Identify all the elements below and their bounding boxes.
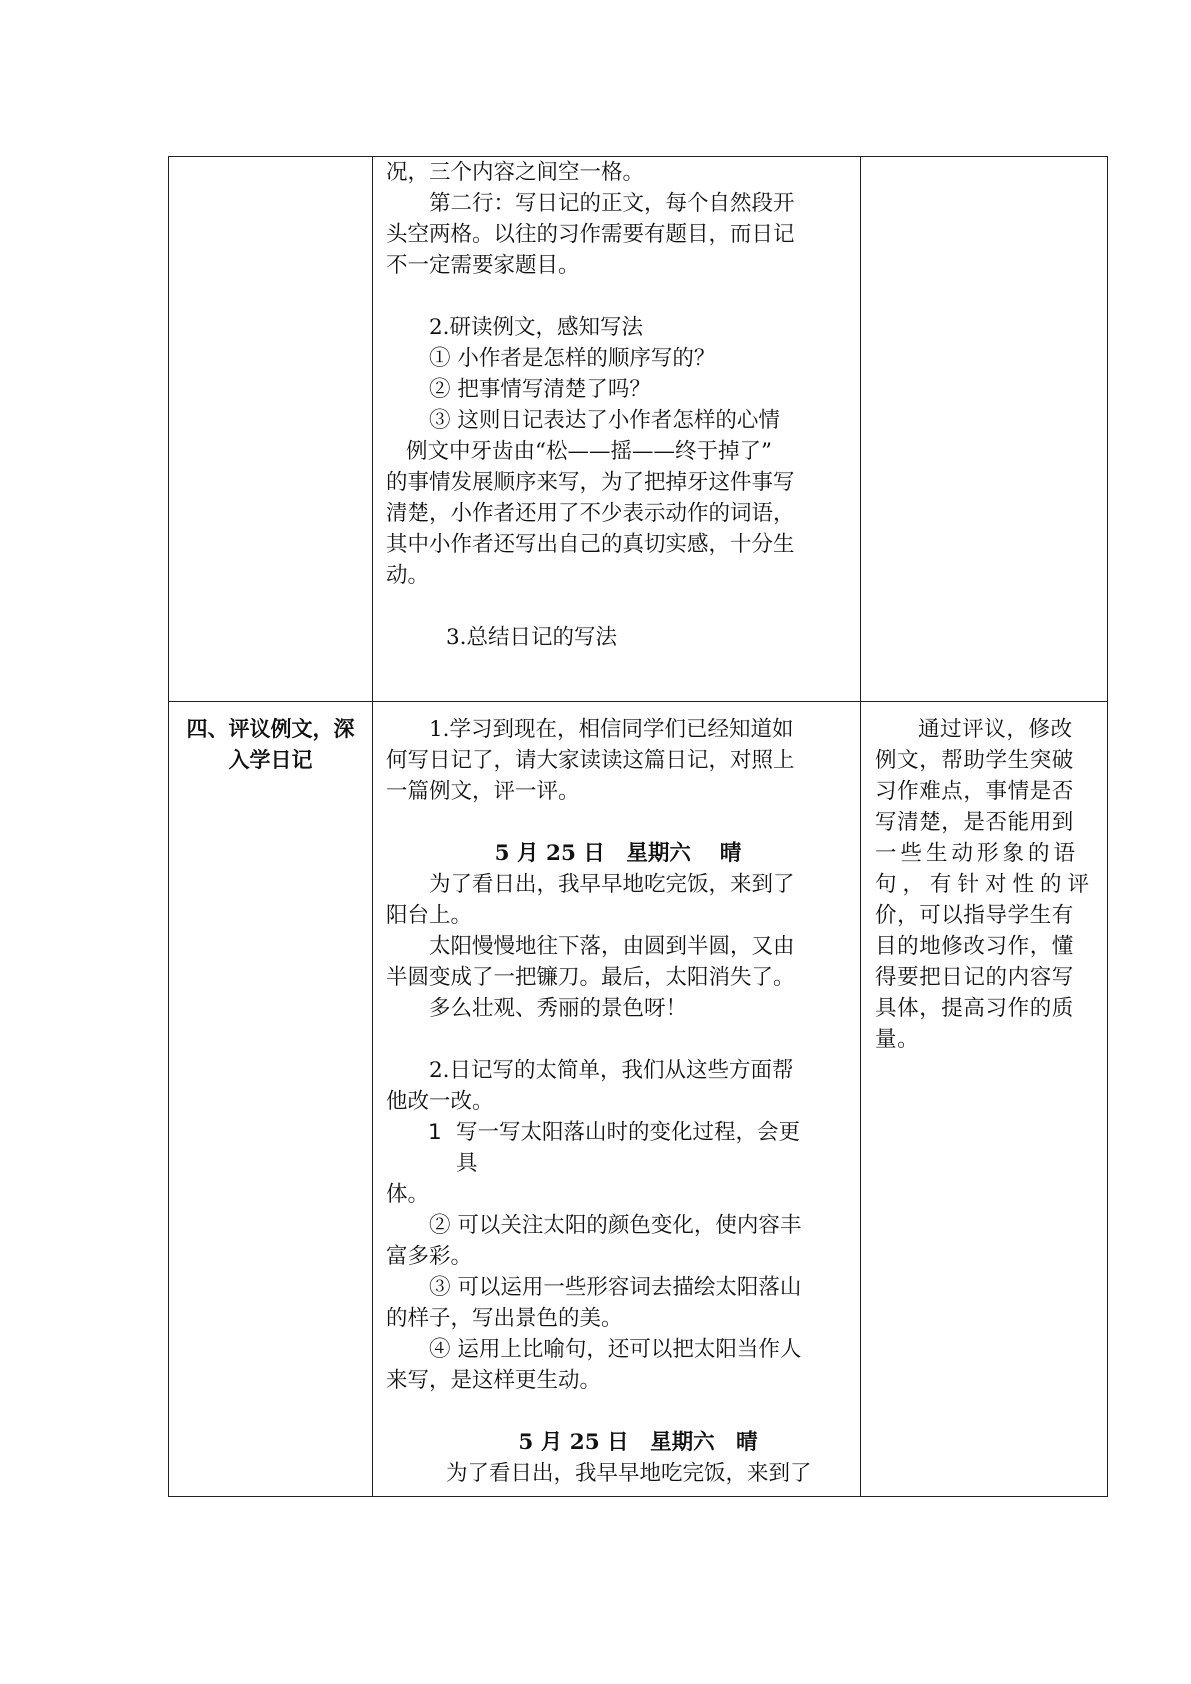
text-line: 1.学习到现在，相信同学们已经知道如 xyxy=(429,717,794,742)
text-line: 富多彩。 xyxy=(386,1244,473,1269)
table-row xyxy=(169,702,1108,1497)
section-cell xyxy=(169,157,373,702)
text-line: 量。 xyxy=(875,1027,920,1052)
text-line: 头空两格。以往的习作需要有题目，而日记 xyxy=(386,222,795,247)
text-line: ④ 运用上比喻句，还可以把太阳当作人 xyxy=(429,1337,802,1362)
section-title: 四、评议例文，深 xyxy=(186,717,355,741)
text-line: 半圆变成了一把镰刀。最后，太阳消失了。 xyxy=(386,965,795,990)
text-line: 为了看日出，我早早地吃完饭，来到了 xyxy=(429,872,795,897)
text-line: 一篇例文，评一评。 xyxy=(386,779,580,804)
lesson-plan-table xyxy=(168,156,1108,1497)
text-line: 通过评议，修改 xyxy=(918,717,1073,742)
text-line: 具体，提高习作的质 xyxy=(875,996,1074,1021)
section-title: 入学日记 xyxy=(228,748,313,772)
text-line: 句，有针对性的评 xyxy=(875,872,1096,897)
text-line: 清楚，小作者还用了不少表示动作的词语， xyxy=(386,501,795,526)
text-line: ③ 这则日记表达了小作者怎样的心情 xyxy=(429,408,780,433)
text-line: 他改一改。 xyxy=(386,1089,494,1114)
text-line: 体。 xyxy=(386,1182,430,1207)
text-line: ① 小作者是怎样的顺序写的？ xyxy=(429,346,716,371)
text-line: 习作难点，事情是否 xyxy=(875,779,1074,804)
diary-date-heading: 5 月 25 日 星期六 晴 xyxy=(494,841,742,866)
text-line: 何写日记了，请大家读读这篇日记，对照上 xyxy=(386,748,795,773)
text-line: 动。 xyxy=(386,563,430,588)
text-line: 例文，帮助学生突破 xyxy=(875,748,1074,773)
text-line: 一些生动形象的语 xyxy=(875,841,1080,866)
text-line: 太阳慢慢地往下落，由圆到半圆，又由 xyxy=(429,934,795,959)
item-number: 1 xyxy=(428,1120,442,1145)
section-cell xyxy=(169,702,373,1497)
text-line: 第二行：写日记的正文，每个自然段开 xyxy=(429,191,795,216)
text-line: 价，可以指导学生有 xyxy=(875,903,1074,928)
text-line: 的样子，写出景色的美。 xyxy=(386,1306,623,1331)
text-line: 阳台上。 xyxy=(386,903,473,928)
text-line: 来写，是这样更生动。 xyxy=(386,1368,602,1393)
text-line: 例文中牙齿由“松——摇——终于掉了” xyxy=(406,439,772,464)
text-line: 不一定需要家题目。 xyxy=(386,253,580,278)
text-line: 写一写太阳落山时的变化过程，会更 xyxy=(456,1120,801,1145)
content-cell xyxy=(373,702,861,1497)
text-line: 其中小作者还写出自己的真切实感，十分生 xyxy=(386,532,795,557)
table-row xyxy=(169,157,1108,702)
notes-cell xyxy=(861,702,1108,1497)
text-line: 具 xyxy=(456,1151,478,1176)
diary-date-heading: 5 月 25 日 星期六 晴 xyxy=(518,1430,758,1455)
text-line: 2.研读例文，感知写法 xyxy=(429,315,644,340)
notes-cell xyxy=(861,157,1108,702)
text-line: 3.总结日记的写法 xyxy=(446,625,618,650)
text-line: 况，三个内容之间空一格。 xyxy=(386,160,645,185)
content-cell xyxy=(373,157,861,702)
numbered-item xyxy=(386,1117,850,1179)
text-line: 写清楚，是否能用到 xyxy=(875,810,1074,835)
text-line: 得要把日记的内容写 xyxy=(875,965,1074,990)
text-line: 的事情发展顺序来写，为了把掉牙这件事写 xyxy=(386,470,795,495)
text-line: ③ 可以运用一些形容词去描绘太阳落山 xyxy=(429,1275,802,1300)
text-line: 目的地修改习作，懂 xyxy=(875,934,1074,959)
text-line: ② 把事情写清楚了吗？ xyxy=(429,377,651,402)
text-line: 多么壮观、秀丽的景色呀！ xyxy=(429,996,688,1021)
text-line: ② 可以关注太阳的颜色变化，使内容丰 xyxy=(429,1213,802,1238)
text-line: 2.日记写的太简单，我们从这些方面帮 xyxy=(429,1058,794,1083)
text-line: 为了看日出，我早早地吃完饭，来到了 xyxy=(446,1461,812,1486)
